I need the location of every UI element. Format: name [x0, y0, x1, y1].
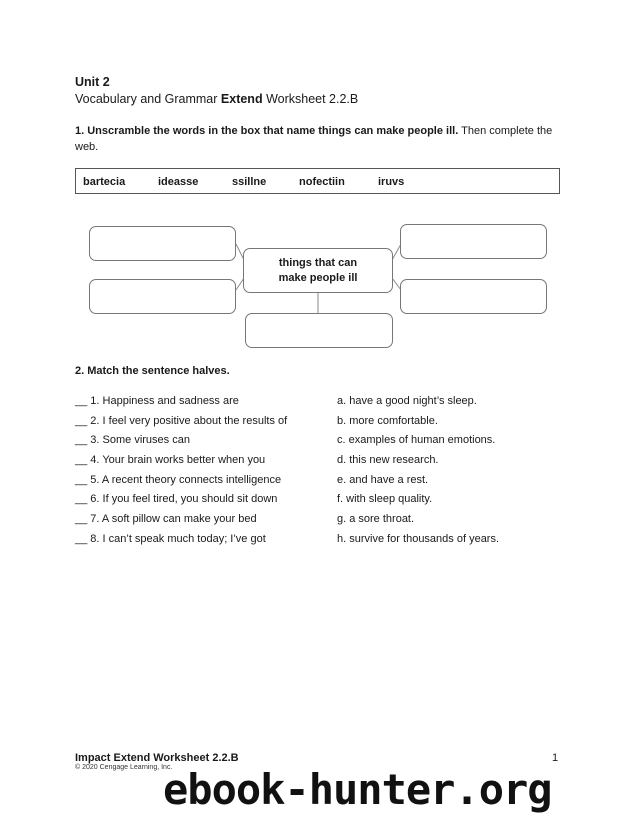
web-center-line2: make people ill	[278, 272, 358, 284]
web-answer-box-bottom[interactable]	[245, 313, 393, 348]
sentence-start: __ 7. A soft pillow can make your bed	[75, 513, 257, 525]
watermark-text: ebook-hunter.org	[163, 765, 552, 814]
scrambled-word: bartecia	[83, 176, 126, 188]
sentence-end: a. have a good night’s sleep.	[337, 395, 477, 407]
exercise2-instruction: 2. Match the sentence halves.	[75, 365, 230, 377]
footer-copyright: © 2020 Cengage Learning, Inc.	[75, 764, 173, 771]
sentence-start: __ 6. If you feel tired, you should sit down	[75, 493, 278, 505]
web-center-label	[244, 256, 392, 286]
sentence-end: d. this new research.	[337, 454, 439, 466]
web-answer-box-top-left[interactable]	[89, 226, 236, 261]
sentence-start: __ 2. I feel very positive about the results of	[75, 415, 288, 427]
web-answer-box-middle-left[interactable]	[89, 279, 236, 314]
web-center-line1: things that can	[278, 257, 358, 269]
sentence-end: f. with sleep quality.	[337, 493, 433, 505]
scrambled-word: ideasse	[158, 176, 199, 188]
unit-heading: Unit 2	[75, 75, 110, 89]
web-answer-box-middle-right[interactable]	[400, 279, 547, 314]
scrambled-word: iruvs	[378, 176, 405, 188]
sentence-end: g. a sore throat.	[337, 513, 415, 525]
sentence-end: h. survive for thousands of years.	[337, 533, 500, 545]
web-answer-box-top-right[interactable]	[400, 224, 547, 259]
sentence-start: __ 4. Your brain works better when you	[75, 454, 266, 466]
scrambled-word: ssillne	[232, 176, 267, 188]
sentence-start: __ 8. I can’t speak much today; I’ve got	[75, 533, 266, 545]
exercise1-instruction-bold: 1. Unscramble the words in the box that name things can make people ill.	[75, 125, 459, 137]
sentence-end: c. examples of human emotions.	[337, 434, 496, 446]
scrambled-word: nofectiin	[299, 176, 345, 188]
footer-title: Impact Extend Worksheet 2.2.B	[75, 752, 239, 764]
page-number: 1	[552, 752, 559, 764]
sentence-end: e. and have a rest.	[337, 474, 429, 486]
sentence-start: __ 1. Happiness and sadness are	[75, 395, 239, 407]
sentence-start: __ 3. Some viruses can	[75, 434, 190, 446]
subtitle-text-end: Worksheet 2.2.B	[262, 92, 359, 106]
subtitle-text: Vocabulary and Grammar	[75, 92, 221, 106]
subtitle-bold: Extend	[220, 92, 263, 106]
sentence-start: __ 5. A recent theory connects intelligence	[75, 474, 282, 486]
sentence-end: b. more comfortable.	[337, 415, 438, 427]
web-center-box	[243, 248, 393, 293]
exercise1-instruction-rest: Then complete the web.	[75, 125, 553, 153]
